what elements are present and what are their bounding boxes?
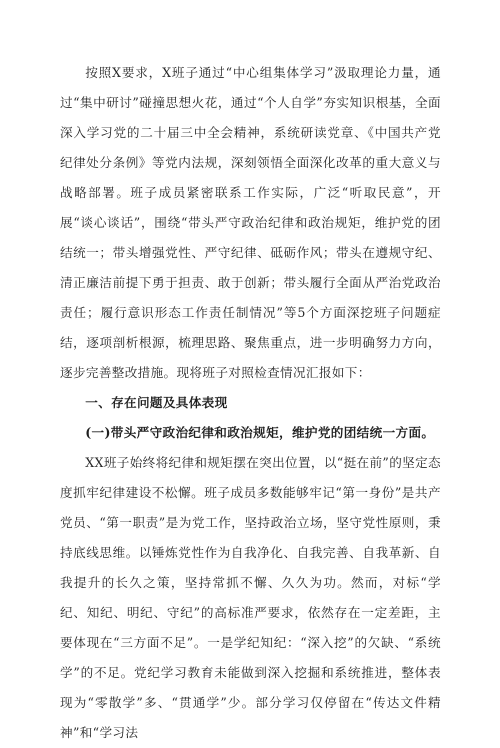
body-paragraph: XX班子始终将纪律和规矩摆在突出位置，以“挺在前”的坚定态度抓牢纪律建设不松懈。班子成员多数能够牢记“第一身份”是共产党员、“第一职责”是为党工作，坚持政治立场，坚守党性原则，秉持底线思维。以锤炼党性作为自我净化、自我完善、自我革新、自我提升的长久之策，坚持常抓不懈、久久为功。然而，对标“学纪、知纪、明纪、守纪”的高标准严要求，依然存在一定差距，主要体现在“三方面不足”。一是学纪知纪：“深入挖”的欠缺、“系统学”的不足。党纪学习教育未能做到深入挖掘和系统推进，整体表现为“零散学”多、“贯通学”少。部分学习仅停留在“传达文件精神”和“学习法 bbox=[60, 455, 441, 740]
document-body bbox=[60, 58, 441, 748]
intro-paragraph: 按照X要求，X班子通过“中心组集体学习”汲取理论力量，通过“集中研讨”碰撞思想火花，通过“个人自学”夯实知识根基，全面深入学习党的二十届三中全会精神，系统研读党章、《中国共产党纪律处分条例》等党内法规，深刻领悟全面深化改革的重大意义与战略部署。班子成员紧密联系工作实际，广泛“听取民意”，开展“谈心谈话”，围绕“带头严守政治纪律和政治规矩，维护党的团结统一；带头增强党性、严守纪律、砥砺作风；带头在遵规守纪、清正廉洁前提下勇于担责、敢于创新；带头履行全面从严治党政治责任；履行意识形态工作责任制情况”等5个方面深挖班子问题症结，逐项剖析根源，梳理思路、聚焦重点，进一步明确努力方向，逐步完善整改措施。现将班子对照检查情况汇报如下： bbox=[60, 65, 441, 380]
section-heading: 一、存在问题及具体表现 bbox=[85, 395, 228, 410]
subsection-heading: (一)带头严守政治纪律和政治规矩，维护党的团结统一方面。 bbox=[85, 425, 435, 440]
